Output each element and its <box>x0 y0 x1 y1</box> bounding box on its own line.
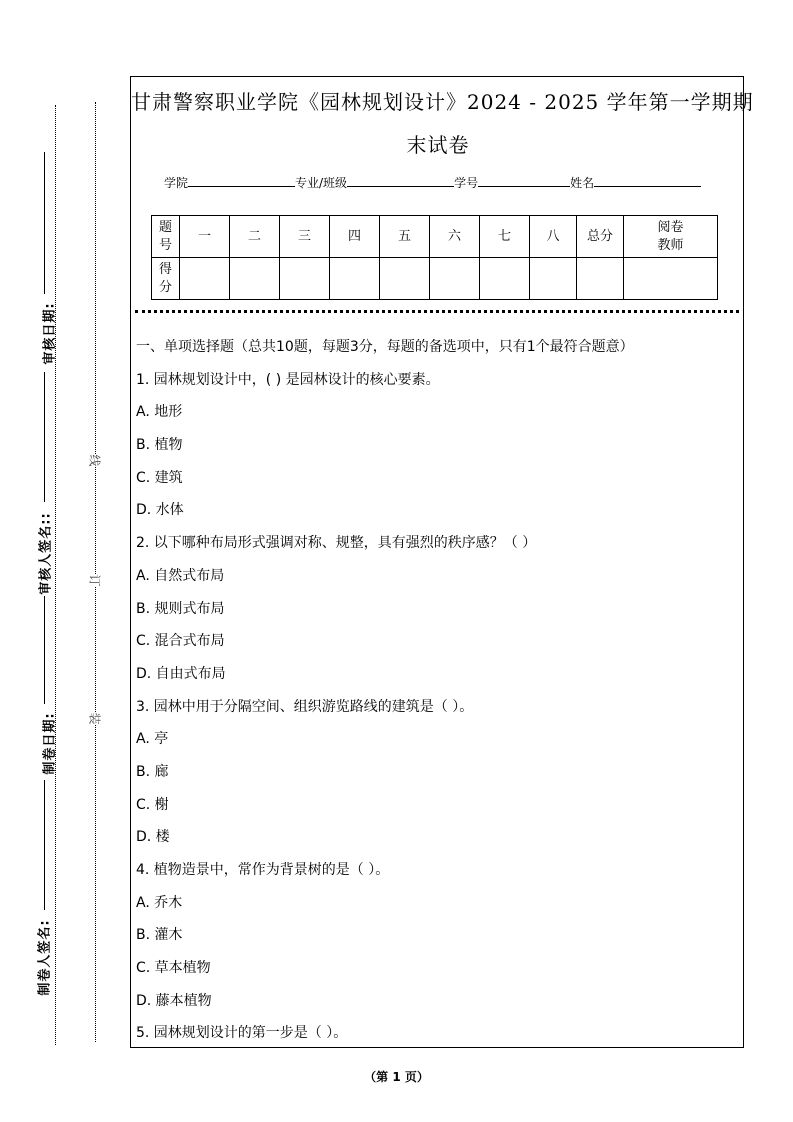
col-header-4: 四 <box>330 216 380 258</box>
major-class-blank[interactable] <box>347 174 454 187</box>
col-header-2: 二 <box>230 216 280 258</box>
option-line: C. 草本植物 <box>136 960 211 977</box>
question-section <box>136 331 736 1050</box>
option-line: D. 楼 <box>136 829 170 846</box>
option-line: B. 植物 <box>136 437 183 454</box>
sidebar-dotted-line-left <box>55 105 56 1045</box>
question-line: 5. 园林规划设计的第一步是（ ）。 <box>136 1025 348 1042</box>
option-line: D. 水体 <box>136 502 184 519</box>
student-id-label: 学号 <box>454 176 479 190</box>
score-cell-reviewer[interactable] <box>624 258 718 300</box>
col-header-8: 八 <box>530 216 577 258</box>
binding-dotted-line <box>95 102 96 1042</box>
option-line: C. 混合式布局 <box>136 633 225 650</box>
student-info-row <box>164 174 701 191</box>
college-label: 学院 <box>164 176 189 190</box>
option-line: B. 廊 <box>136 763 169 780</box>
col-header-6: 六 <box>430 216 480 258</box>
binding-char-seal: 装 <box>85 712 106 724</box>
header-label-cell: 题 号 <box>152 216 180 258</box>
score-cell-7[interactable] <box>480 258 530 300</box>
sidebar-solid-line-1 <box>44 152 45 294</box>
option-line: C. 榭 <box>136 796 169 813</box>
major-class-label: 专业/班级 <box>295 176 348 190</box>
review-date-label: 审核日期: <box>42 302 58 365</box>
student-id-blank[interactable] <box>478 174 570 187</box>
option-line: A. 地形 <box>136 404 183 421</box>
question-line: 2. 以下哪种布局形式强调对称、规整，具有强烈的秩序感？（ ） <box>136 535 537 552</box>
sidebar-solid-line-3 <box>44 596 45 704</box>
exam-subtitle: 末试卷 <box>406 133 470 157</box>
binding-char-line: 线 <box>85 454 106 466</box>
col-header-total: 总分 <box>577 216 624 258</box>
option-line: C. 建筑 <box>136 469 183 486</box>
question-line: 1. 园林规划设计中，( ) 是园林设计的核心要素。 <box>136 371 440 388</box>
score-table-header-row <box>152 216 718 258</box>
score-cell-total[interactable] <box>577 258 624 300</box>
col-header-5: 五 <box>380 216 430 258</box>
option-line: A. 乔木 <box>136 894 183 911</box>
reviewer-header-cell: 阅卷 教师 <box>624 216 718 258</box>
score-cell-3[interactable] <box>280 258 330 300</box>
exam-title: 甘肃警察职业学院《园林规划设计》2024 - 2025 学年第一学期期 <box>131 90 754 114</box>
name-label: 姓名 <box>570 176 595 190</box>
college-blank[interactable] <box>188 174 295 187</box>
make-date-label: 制卷日期: <box>42 712 58 775</box>
option-line: D. 藤本植物 <box>136 992 212 1009</box>
maker-sign-label: 制卷人签名: <box>37 919 53 996</box>
section-heading: 一、单项选择题（总共10题，每题3分，每题的备选项中，只有1个最符合题意） <box>136 339 634 355</box>
score-table-score-row <box>152 258 718 300</box>
option-line: A. 亭 <box>136 731 169 748</box>
score-cell-2[interactable] <box>230 258 280 300</box>
score-cell-6[interactable] <box>430 258 480 300</box>
question-line: 4. 植物造景中，常作为背景树的是（ ）。 <box>136 862 390 878</box>
question-line: 3. 园林中用于分隔空间、组织游览路线的建筑是（ ）。 <box>136 698 474 715</box>
score-cell-1[interactable] <box>180 258 230 300</box>
score-table <box>151 215 718 300</box>
sidebar-solid-line-2 <box>44 372 45 502</box>
page-number: （第 1 页） <box>364 1070 429 1084</box>
option-line: A. 自然式布局 <box>136 567 225 584</box>
col-header-7: 七 <box>480 216 530 258</box>
reviewer-sign-label: 审核人签名:: <box>38 512 54 595</box>
name-blank[interactable] <box>594 174 701 187</box>
option-line: D. 自由式布局 <box>136 665 226 682</box>
score-cell-5[interactable] <box>380 258 430 300</box>
binding-char-order: 订 <box>85 574 106 586</box>
score-label-cell: 得 分 <box>152 258 180 300</box>
score-cell-4[interactable] <box>330 258 380 300</box>
col-header-1: 一 <box>180 216 230 258</box>
score-cell-8[interactable] <box>530 258 577 300</box>
dotted-separator <box>135 310 739 313</box>
col-header-3: 三 <box>280 216 330 258</box>
option-line: B. 灌木 <box>136 927 183 944</box>
sidebar-solid-line-4 <box>44 780 45 910</box>
exam-frame <box>130 76 754 1048</box>
option-line: B. 规则式布局 <box>136 600 225 617</box>
